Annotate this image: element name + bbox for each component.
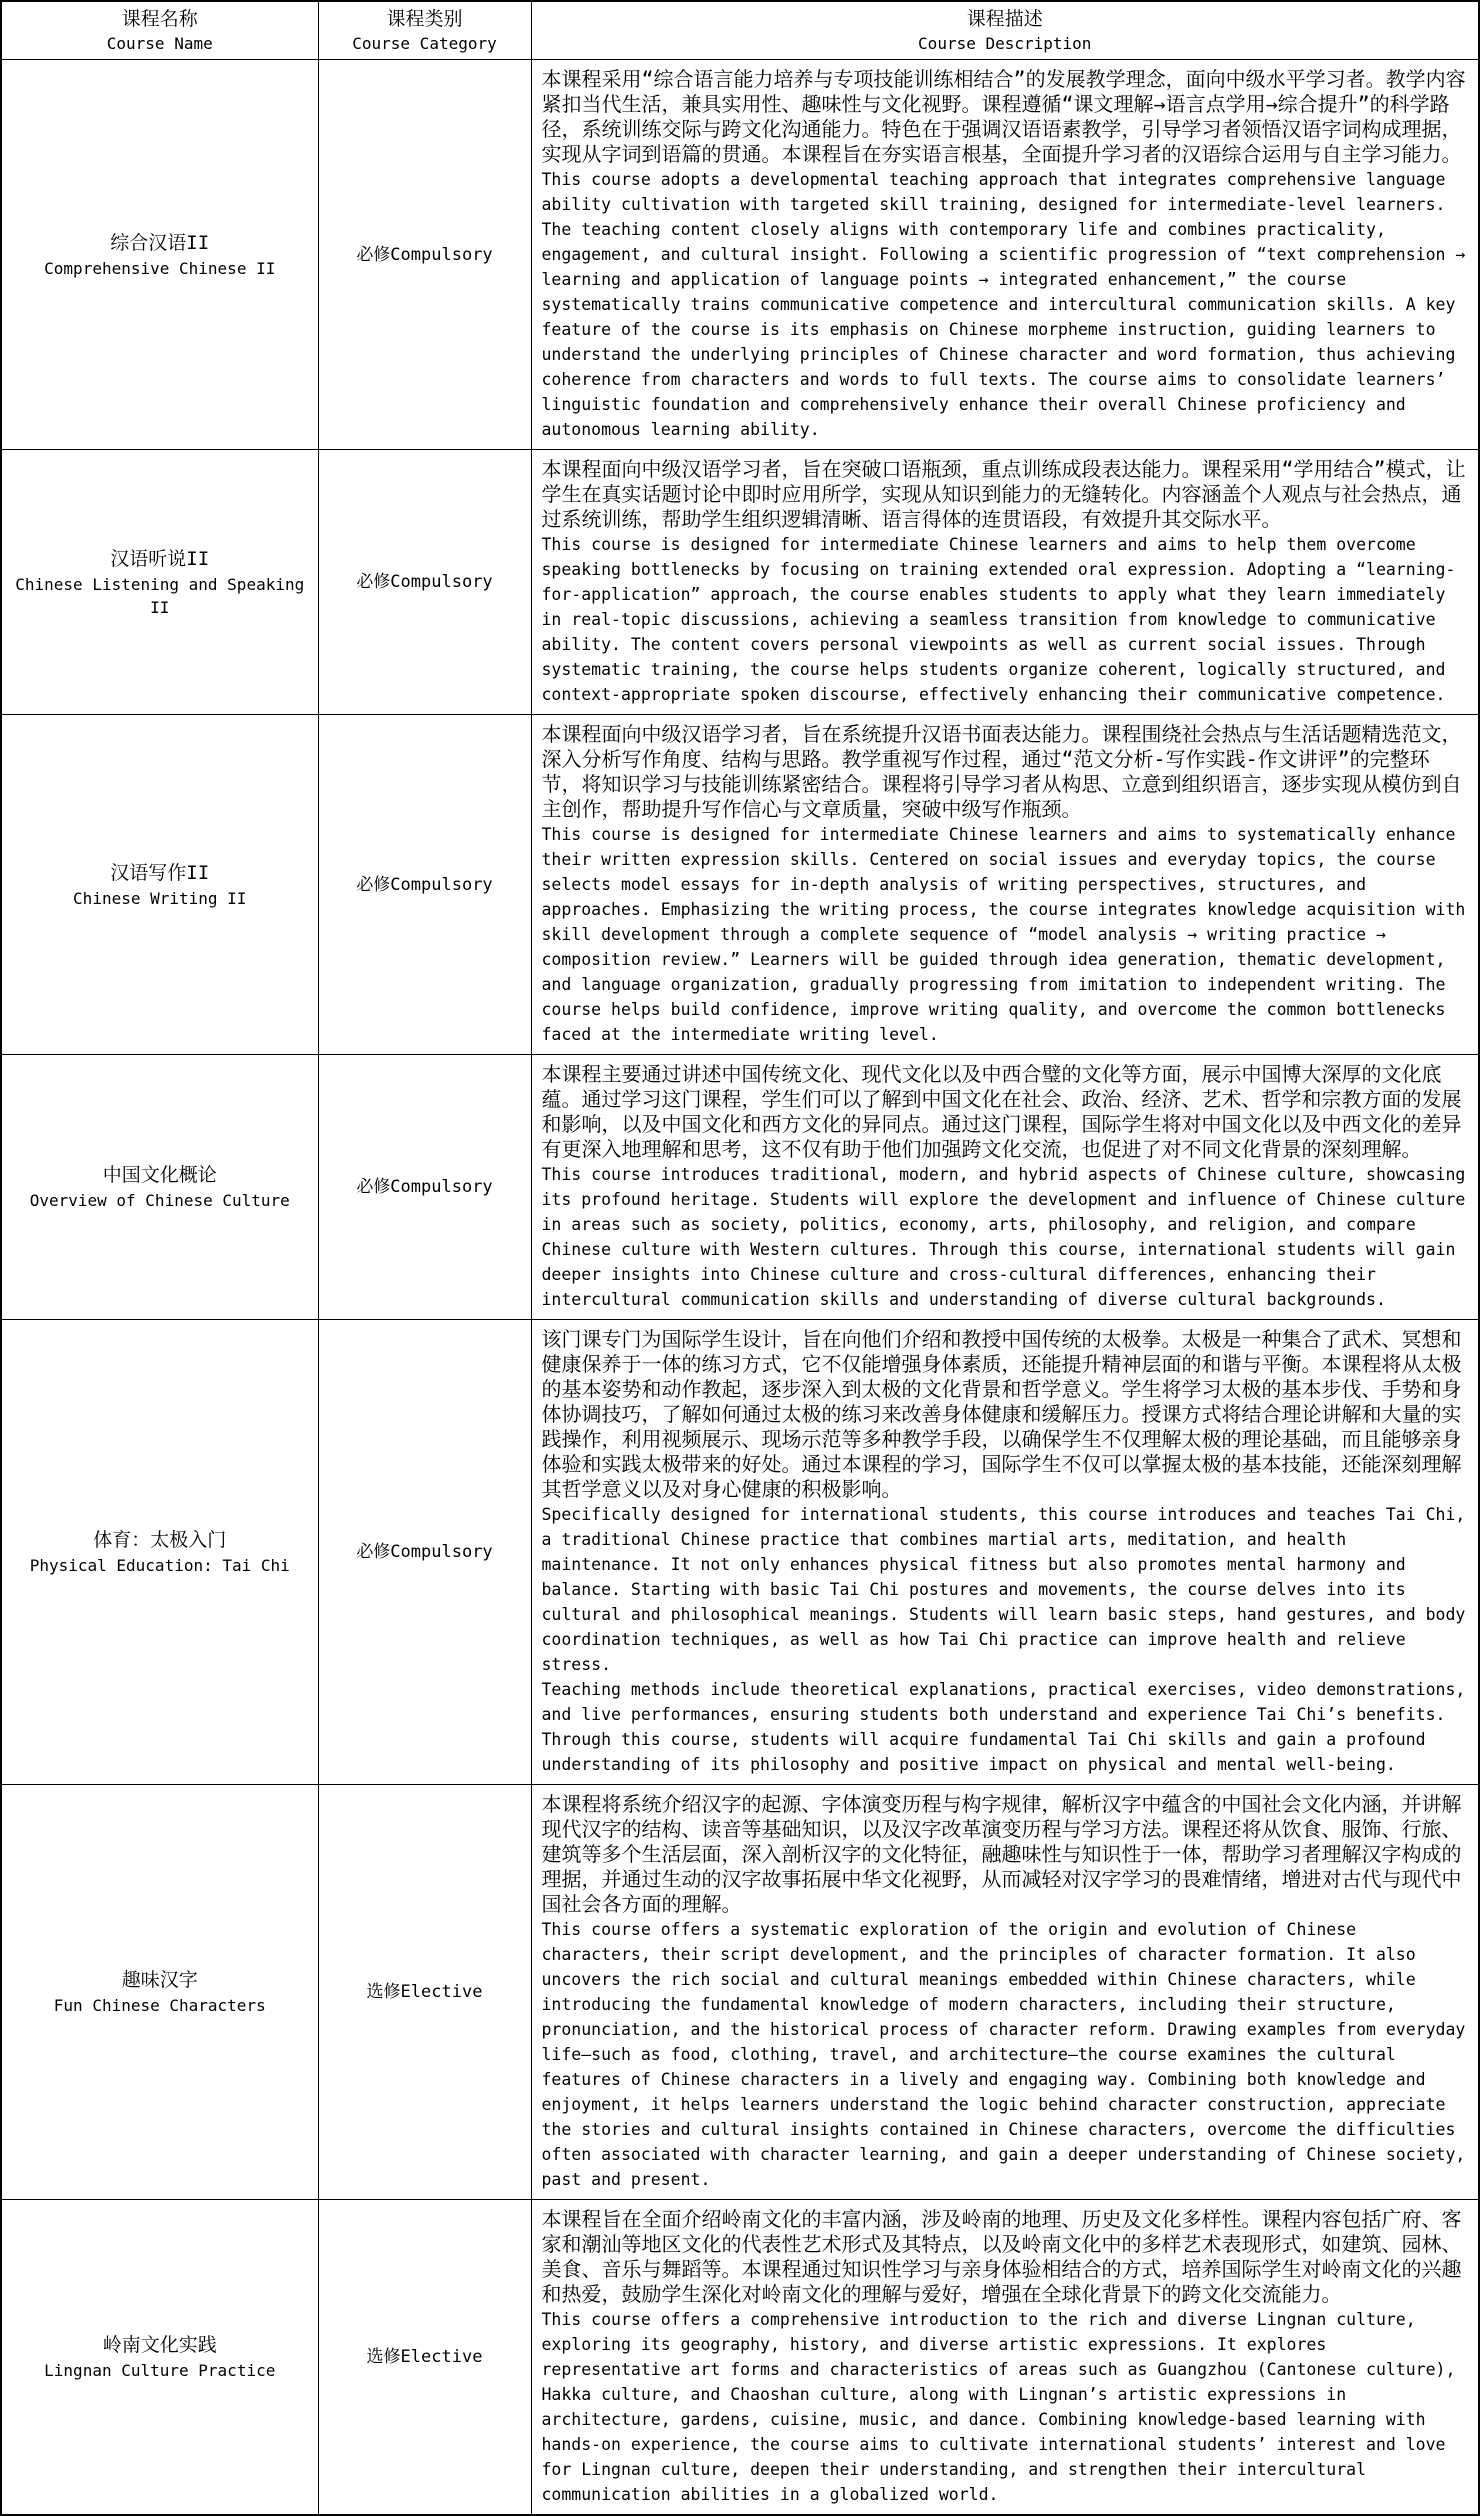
description-paragraph: 本课程将系统介绍汉字的起源、字体演变历程与构字规律，解析汉字中蕴含的中国社会文化内涵，并讲解现代汉字的结构、读音等基础知识，以及汉字改革演变历程与学习方法。课程还将从饮食、服饰、行旅、建筑等多个生活层面，深入剖析汉字的文化特征，融趣味性与知识性于一体，帮助学习者理解汉字构成的理据，并通过生动的汉字故事拓展中华文化视野，从而减轻对汉字学习的畏难情绪，增进对古代与现代中国社会各方面的理解。 — [541, 1792, 1462, 1916]
course-category-label: 选修Elective — [366, 1982, 483, 2002]
course-name-zh: 汉语听说II — [110, 547, 210, 570]
course-name-zh: 体育：太极入门 — [93, 1529, 227, 1551]
header-course-description-en: Course Description — [918, 34, 1092, 53]
course-row — [1, 1320, 1479, 1785]
header-course-category-en: Course Category — [352, 34, 497, 53]
description-paragraph: 本课程主要通过讲述中国传统文化、现代文化以及中西合璧的文化等方面，展示中国博大深厚的文化底蕴。通过学习这门课程，学生们可以了解到中国文化在社会、政治、经济、艺术、哲学和宗教方面的发展和影响，以及中国文化和西方文化的异同点。通过这门课程，国际学生将对中国文化以及中西文化的差异有更深入地理解和思考，这不仅有助于他们加强跨文化交流，也促进了对不同文化背景的深刻理解。 — [541, 1062, 1462, 1161]
course-category-cell — [318, 1785, 531, 2200]
course-name-cell — [1, 1055, 318, 1320]
course-name-cell — [1, 60, 318, 450]
course-table-header — [1, 1, 1479, 60]
description-paragraph: 本课程旨在全面介绍岭南文化的丰富内涵，涉及岭南的地理、历史及文化多样性。课程内容包括广府、客家和潮汕等地区文化的代表性艺术形式及其特点，以及岭南文化中的多样艺术表现形式，如建筑、园林、美食、音乐与舞蹈等。本课程通过知识性学习与亲身体验相结合的方式，培养国际学生对岭南文化的兴趣和热爱，鼓励学生深化对岭南文化的理解与爱好，增强在全球化背景下的跨文化交流能力。 — [541, 2207, 1462, 2306]
course-description-cell — [531, 60, 1479, 450]
header-course-category-zh: 课程类别 — [386, 8, 463, 30]
course-name-zh: 汉语写作II — [110, 861, 210, 884]
description-paragraph: This course adopts a developmental teaching approach that integrates comprehensive language ability cultivation with targeted skill training, designed for intermediate-level learners. The teaching content closely aligns with contemporary life and combines practicality, engagement, and cultural insight. Following a scientific progression of “text comprehension → learning and application of language points → integrated enhancement,” the course systematically trains communicative competence and intercultural communication skills. A key feature of the course is its emphasis on Chinese morpheme instruction, guiding learners to understand the underlying principles of Chinese character and word formation, thus achieving coherence from characters and words to full texts. The course aims to consolidate learners’ linguistic foundation and comprehensively enhance their overall Chinese proficiency and autonomous learning ability. — [541, 170, 1466, 439]
header-course-description — [531, 1, 1479, 60]
course-row — [1, 450, 1479, 715]
course-category-cell — [318, 715, 531, 1055]
course-category-cell — [318, 60, 531, 450]
description-paragraph: 本课程面向中级汉语学习者，旨在系统提升汉语书面表达能力。课程围绕社会热点与生活话题精选范文，深入分析写作角度、结构与思路。教学重视写作过程，通过“范文分析-写作实践-作文讲评”的完整环节，将知识学习与技能训练紧密结合。课程将引导学习者从构思、立意到组织语言，逐步实现从模仿到自主创作，帮助提升写作信心与文章质量，突破中级写作瓶颈。 — [541, 722, 1462, 821]
course-category-label: 必修Compulsory — [356, 572, 493, 592]
course-name-en: Overview of Chinese Culture — [29, 1191, 290, 1210]
course-row — [1, 1055, 1479, 1320]
course-name-zh: 中国文化概论 — [102, 1164, 217, 1186]
header-course-category — [318, 1, 531, 60]
course-name-cell — [1, 1785, 318, 2200]
course-row — [1, 715, 1479, 1055]
course-category-label: 选修Elective — [366, 2347, 483, 2367]
description-paragraph: This course offers a systematic exploration of the origin and evolution of Chinese characters, their script development, and the principles of character formation. It also uncovers the rich social and cultural meanings embedded within Chinese characters, while introducing the fundamental knowledge of modern characters, including their structure, pronunciation, and the historical process of character reform. Drawing examples from everyday life—such as food, clothing, travel, and architecture—the course examines the cultural features of Chinese characters in a lively and engaging way. Combining both knowledge and enjoyment, it helps learners understand the logic behind character construction, appreciate the stories and cultural insights contained in Chinese characters, overcome the difficulties often associated with character learning, and gain a deeper understanding of Chinese society, past and present. — [541, 1920, 1466, 2189]
description-paragraph: This course is designed for intermediate Chinese learners and aims to help them overcome speaking bottlenecks by focusing on training extended oral expression. Adopting a “learning-for-application” approach, the course enables students to apply what they learn immediately in real-topic discussions, achieving a seamless transition from knowledge to communicative ability. The content covers personal viewpoints as well as current social issues. Through systematic training, the course helps students organize coherent, logically structured, and context-appropriate spoken discourse, effectively enhancing their communicative competence. — [541, 535, 1456, 704]
course-name-en: Physical Education: Tai Chi — [29, 1556, 290, 1575]
description-paragraph: 本课程面向中级汉语学习者，旨在突破口语瓶颈，重点训练成段表达能力。课程采用“学用结合”模式，让学生在真实话题讨论中即时应用所学，实现从知识到能力的无缝转化。内容涵盖个人观点与社会热点，通过系统训练，帮助学生组织逻辑清晰、语言得体的连贯语段，有效提升其交际水平。 — [541, 457, 1466, 531]
course-description-cell — [531, 2200, 1479, 2516]
header-course-name-zh: 课程名称 — [121, 8, 198, 30]
course-category-label: 必修Compulsory — [356, 874, 493, 895]
course-name-zh: 趣味汉字 — [121, 1969, 198, 1991]
course-description-cell — [531, 715, 1479, 1055]
description-paragraph: This course offers a comprehensive introduction to the rich and diverse Lingnan culture, exploring its geography, history, and diverse artistic expressions. It explores representative art forms and characteristics of areas such as Guangzhou (Cantonese culture), Hakka culture, and Chaoshan culture, along with Lingnan’s artistic expressions in architecture, gardens, cuisine, music, and dance. Combining knowledge-based learning with hands-on experience, the course aims to cultivate international students’ interest and love for Lingnan culture, deepen their understanding, and strengthen their intercultural communication abilities in a globalized world. — [541, 2310, 1456, 2504]
course-name-cell — [1, 1320, 318, 1785]
course-category-cell — [318, 1320, 531, 1785]
description-paragraph: 本课程采用“综合语言能力培养与专项技能训练相结合”的发展教学理念，面向中级水平学习者。教学内容紧扣当代生活，兼具实用性、趣味性与文化视野。课程遵循“课文理解→语言点学用→综合提升”的科学路径，系统训练交际与跨文化沟通能力。特色在于强调汉语语素教学，引导学习者领悟汉语字词构成理据，实现从字词到语篇的贯通。本课程旨在夯实语言根基，全面提升学习者的汉语综合运用与自主学习能力。 — [541, 67, 1466, 166]
course-description-cell — [531, 450, 1479, 715]
course-row — [1, 60, 1479, 450]
course-category-label: 必修Compulsory — [356, 244, 493, 265]
description-paragraph: Teaching methods include theoretical explanations, practical exercises, video demonstrations, and live performances, ensuring students both understand and experience Tai Chi’s benefits. Through this course, students will acquire fundamental Tai Chi skills and gain a profound understanding of its philosophy and positive impact on physical and mental well-being. — [541, 1680, 1466, 1774]
course-name-en: Fun Chinese Characters — [53, 1996, 266, 2015]
course-category-label: 必修Compulsory — [356, 1177, 493, 1197]
course-name-cell — [1, 450, 318, 715]
course-category-cell — [318, 450, 531, 715]
description-paragraph: Specifically designed for international students, this course introduces and teaches Tai Chi, a traditional Chinese practice that combines martial arts, meditation, and health maintenance. It not only enhances physical fitness but also promotes mental harmony and balance. Starting with basic Tai Chi postures and movements, the course delves into its cultural and philosophical meanings. Students will learn basic steps, hand gestures, and body coordination techniques, as well as how Tai Chi practice can improve health and relieve stress. — [541, 1505, 1466, 1674]
description-paragraph: This course introduces traditional, modern, and hybrid aspects of Chinese culture, showcasing its profound heritage. Students will explore the development and influence of Chinese culture in areas such as society, politics, economy, arts, philosophy, and religion, and compare Chinese culture with Western cultures. Through this course, international students will gain deeper insights into Chinese culture and cross-cultural differences, enhancing their intercultural communication skills and understanding of diverse cultural backgrounds. — [541, 1165, 1466, 1309]
course-name-en: Comprehensive Chinese II — [44, 258, 276, 278]
course-name-zh: 岭南文化实践 — [102, 2334, 217, 2356]
header-course-description-zh: 课程描述 — [966, 8, 1043, 30]
course-category-cell — [318, 2200, 531, 2516]
header-course-name — [1, 1, 318, 60]
course-name-en: Chinese Listening and Speaking II — [15, 574, 305, 617]
course-description-cell — [531, 1055, 1479, 1320]
course-description-cell — [531, 1320, 1479, 1785]
course-name-cell — [1, 2200, 318, 2516]
course-description-cell — [531, 1785, 1479, 2200]
description-paragraph: 该门课专门为国际学生设计，旨在向他们介绍和教授中国传统的太极拳。太极是一种集合了武术、冥想和健康保养于一体的练习方式，它不仅能增强身体素质，还能提升精神层面的和谐与平衡。本课程将从太极的基本姿势和动作教起，逐步深入到太极的文化背景和哲学意义。学生将学习太极的基本步伐、手势和身体协调技巧，了解如何通过太极的练习来改善身体健康和缓解压力。授课方式将结合理论讲解和大量的实践操作，利用视频展示、现场示范等多种教学手段，以确保学生不仅理解太极的理论基础，而且能够亲身体验和实践太极带来的好处。通过本课程的学习，国际学生不仅可以掌握太极的基本技能，还能深刻理解其哲学意义以及对身心健康的积极影响。 — [541, 1327, 1462, 1501]
course-category-label: 必修Compulsory — [356, 1542, 493, 1562]
course-name-en: Lingnan Culture Practice — [44, 2361, 276, 2380]
header-row — [1, 1, 1479, 60]
course-table-body — [1, 60, 1479, 2516]
description-paragraph: This course is designed for intermediate Chinese learners and aims to systematically enhance their written expression skills. Centered on social issues and everyday topics, the course selects model essays for in-depth analysis of writing perspectives, structures, and approaches. Emphasizing the writing process, the course integrates knowledge acquisition with skill development through a complete sequence of “model analysis → writing practice → composition review.” Learners will be guided through idea generation, thematic development, and language organization, gradually progressing from imitation to independent writing. The course helps build confidence, improve writing quality, and overcome the common bottlenecks faced at the intermediate writing level. — [541, 825, 1466, 1044]
course-name-en: Chinese Writing II — [73, 888, 247, 908]
course-category-cell — [318, 1055, 531, 1320]
header-course-name-en: Course Name — [106, 34, 213, 53]
course-name-cell — [1, 715, 318, 1055]
course-row — [1, 1785, 1479, 2200]
course-name-zh: 综合汉语II — [110, 231, 210, 254]
course-row — [1, 2200, 1479, 2516]
